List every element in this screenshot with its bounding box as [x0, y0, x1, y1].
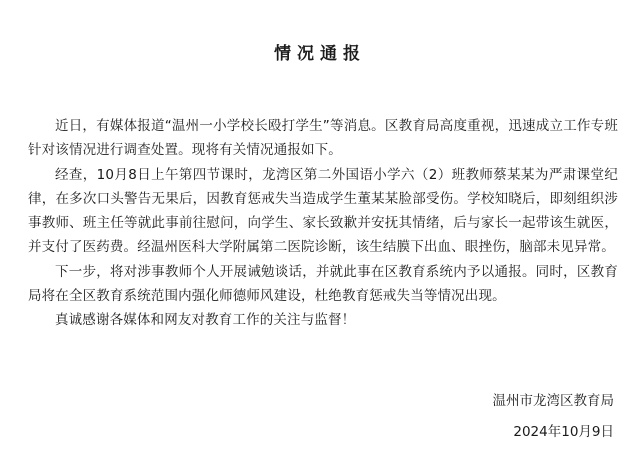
paragraph-thanks: 真诚感谢各媒体和网友对教育工作的关注与监督！ [55, 312, 356, 329]
paragraph-findings: 经查，10月8日上午第四节课时，龙湾区第二外国语小学六（2）班教师蔡某某为严肃课堂纪律，在多次口头警告无果后，因教育惩戒失当造成学生董某某脸部受伤。学校知晓后，即刻组织涉事教师、班主任等就此事前往慰问，向学生、家长致歉并安抚其情绪，后与家长一起带该生就医，并支付了医药费。经温州医科大学附属第二医院诊断，该生结膜下出血、眼挫伤，脑部未见异常。 [28, 166, 618, 256]
signature-date: 2024年10月9日 [513, 424, 614, 440]
paragraph-intro: 近日，有媒体报道“温州一小学校长殴打学生”等消息。区教育局高度重视，迅速成立工作专班针对该情况进行调查处置。现将有关情况通报如下。 [28, 118, 618, 159]
paragraph-next-steps: 下一步，将对涉事教师个人开展诫勉谈话，并就此事在区教育系统内予以通报。同时，区教育局将在全区教育系统范围内强化师德师风建设，杜绝教育惩戒失当等情况出现。 [28, 263, 618, 305]
notice-body [28, 114, 618, 333]
notice-title: 情况通报 [274, 44, 366, 64]
signature-organization: 温州市龙湾区教育局 [492, 393, 614, 409]
